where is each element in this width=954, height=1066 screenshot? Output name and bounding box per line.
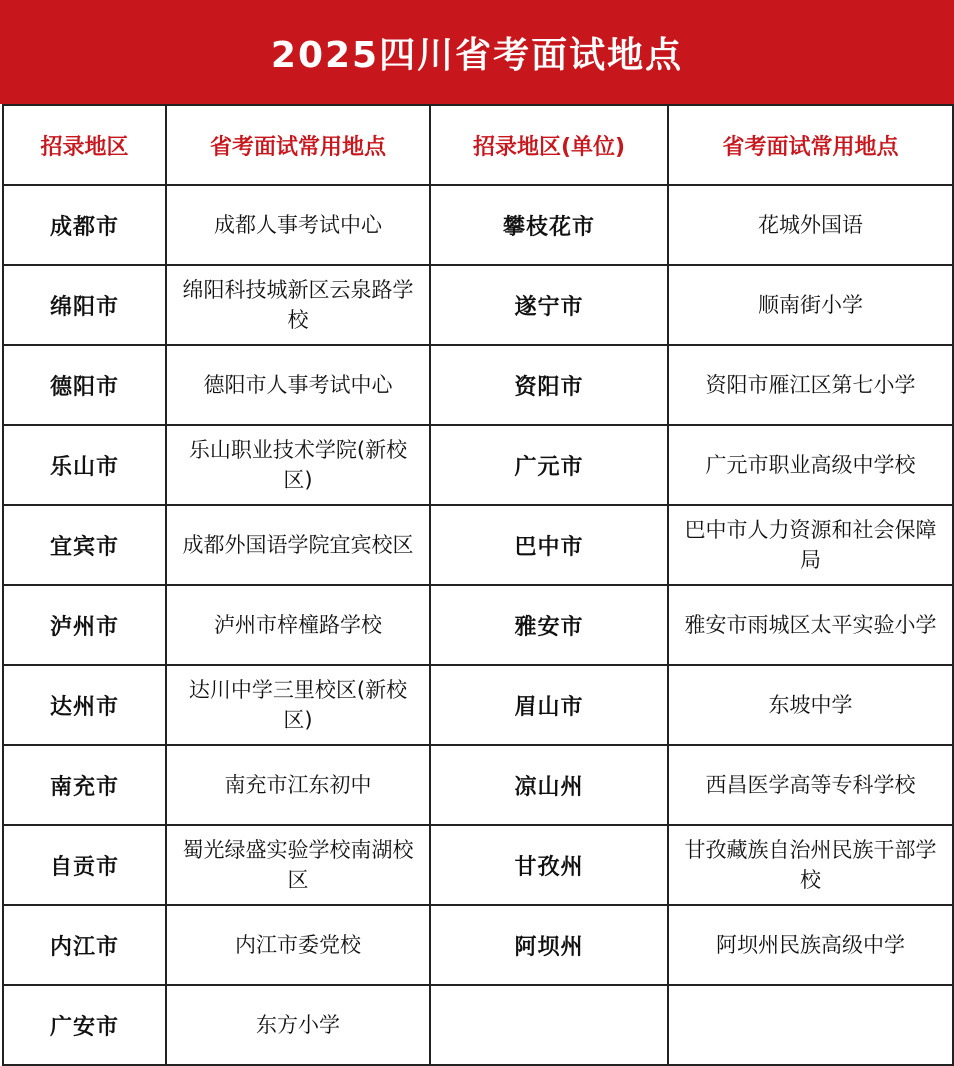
region-cell: 广安市 (3, 985, 166, 1065)
table-row (3, 985, 953, 1065)
region-cell: 攀枝花市 (430, 185, 668, 265)
region-cell: 宜宾市 (3, 505, 166, 585)
table-row (3, 745, 953, 825)
venue-cell: 蜀光绿盛实验学校南湖校区 (166, 825, 430, 905)
header-row (3, 105, 953, 185)
header-region-unit: 招录地区(单位) (430, 105, 668, 185)
region-cell: 绵阳市 (3, 265, 166, 345)
table-row (3, 425, 953, 505)
region-cell: 泸州市 (3, 585, 166, 665)
venue-cell: 东方小学 (166, 985, 430, 1065)
region-cell: 内江市 (3, 905, 166, 985)
venue-cell: 绵阳科技城新区云泉路学校 (166, 265, 430, 345)
venue-cell: 甘孜藏族自治州民族干部学校 (668, 825, 953, 905)
region-cell (430, 985, 668, 1065)
region-cell: 甘孜州 (430, 825, 668, 905)
venue-cell: 德阳市人事考试中心 (166, 345, 430, 425)
venue-cell: 广元市职业高级中学校 (668, 425, 953, 505)
region-cell: 南充市 (3, 745, 166, 825)
table-row (3, 185, 953, 265)
venue-table (2, 104, 954, 1066)
table-row (3, 825, 953, 905)
venue-cell: 达川中学三里校区(新校区) (166, 665, 430, 745)
table-row (3, 505, 953, 585)
header-region: 招录地区 (3, 105, 166, 185)
venue-cell: 泸州市梓橦路学校 (166, 585, 430, 665)
venue-cell: 阿坝州民族高级中学 (668, 905, 953, 985)
region-cell: 成都市 (3, 185, 166, 265)
region-cell: 雅安市 (430, 585, 668, 665)
region-cell: 阿坝州 (430, 905, 668, 985)
venue-cell: 雅安市雨城区太平实验小学 (668, 585, 953, 665)
title-banner (0, 0, 954, 104)
venue-cell: 西昌医学高等专科学校 (668, 745, 953, 825)
region-cell: 达州市 (3, 665, 166, 745)
region-cell: 广元市 (430, 425, 668, 505)
venue-cell: 资阳市雁江区第七小学 (668, 345, 953, 425)
venue-cell: 成都外国语学院宜宾校区 (166, 505, 430, 585)
venue-cell: 内江市委党校 (166, 905, 430, 985)
region-cell: 自贡市 (3, 825, 166, 905)
region-cell: 眉山市 (430, 665, 668, 745)
header-venue: 省考面试常用地点 (166, 105, 430, 185)
venue-cell: 巴中市人力资源和社会保障局 (668, 505, 953, 585)
table-row (3, 585, 953, 665)
header-venue-right: 省考面试常用地点 (668, 105, 953, 185)
venue-cell: 乐山职业技术学院(新校区) (166, 425, 430, 505)
table-row (3, 665, 953, 745)
region-cell: 乐山市 (3, 425, 166, 505)
region-cell: 凉山州 (430, 745, 668, 825)
table-row (3, 265, 953, 345)
region-cell: 遂宁市 (430, 265, 668, 345)
venue-cell: 花城外国语 (668, 185, 953, 265)
venue-cell: 南充市江东初中 (166, 745, 430, 825)
venue-cell: 顺南街小学 (668, 265, 953, 345)
venue-cell (668, 985, 953, 1065)
table-row (3, 345, 953, 425)
region-cell: 资阳市 (430, 345, 668, 425)
venue-cell: 东坡中学 (668, 665, 953, 745)
page-title: 2025四川省考面试地点 (270, 34, 684, 76)
region-cell: 巴中市 (430, 505, 668, 585)
region-cell: 德阳市 (3, 345, 166, 425)
venue-cell: 成都人事考试中心 (166, 185, 430, 265)
table-row (3, 905, 953, 985)
